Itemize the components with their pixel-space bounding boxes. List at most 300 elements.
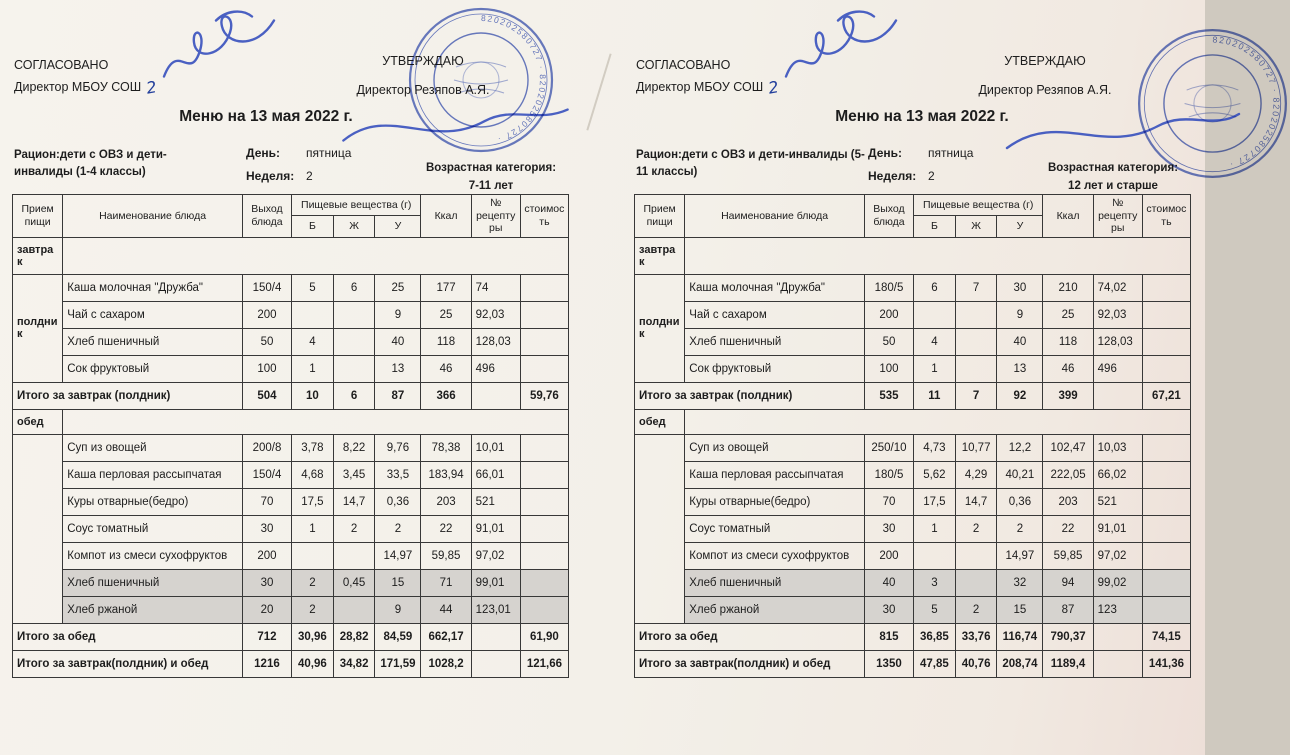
dish-protein-cell: 5 bbox=[292, 274, 334, 301]
dish-protein-cell: 4 bbox=[292, 328, 334, 355]
total-output-cell: 535 bbox=[864, 382, 913, 409]
dish-carb-cell: 2 bbox=[997, 515, 1043, 542]
total-protein-cell: 10 bbox=[292, 382, 334, 409]
approved-signatory: Директор Резяпов А.Я. bbox=[978, 83, 1112, 97]
dish-output-cell: 70 bbox=[864, 488, 913, 515]
agreed-signatory: Директор МБОУ СОШ bbox=[14, 80, 142, 95]
dish-fat-cell bbox=[955, 569, 997, 596]
total-protein-cell: 40,96 bbox=[292, 650, 334, 677]
dish-row bbox=[635, 542, 1191, 569]
dish-name-cell: Каша молочная "Дружба" bbox=[63, 274, 243, 301]
dish-kcal-cell: 59,85 bbox=[421, 542, 471, 569]
col-header-cost: стоимость bbox=[520, 195, 568, 238]
dish-name-cell: Чай с сахаром bbox=[685, 301, 865, 328]
dish-cost-cell bbox=[1142, 434, 1190, 461]
dish-recipe-cell: 496 bbox=[471, 355, 520, 382]
dish-protein-cell: 4,73 bbox=[914, 434, 956, 461]
dish-protein-cell bbox=[292, 301, 334, 328]
dish-output-cell: 50 bbox=[242, 328, 291, 355]
dish-carb-cell: 13 bbox=[375, 355, 421, 382]
total-row bbox=[13, 382, 569, 409]
meal-label: завтрак bbox=[635, 237, 685, 274]
dish-name-cell: Суп из овощей bbox=[63, 434, 243, 461]
total-carb-cell: 92 bbox=[997, 382, 1043, 409]
dish-carb-cell: 9 bbox=[375, 301, 421, 328]
dish-name-cell: Соус томатный bbox=[685, 515, 865, 542]
dish-row bbox=[13, 328, 569, 355]
approved-signatory: Директор Резяпов А.Я. bbox=[356, 83, 490, 97]
total-row bbox=[13, 650, 569, 677]
dish-recipe-cell: 97,02 bbox=[471, 542, 520, 569]
total-row bbox=[635, 382, 1191, 409]
dish-recipe-cell: 97,02 bbox=[1093, 542, 1142, 569]
dish-carb-cell: 15 bbox=[375, 569, 421, 596]
dish-kcal-cell: 87 bbox=[1043, 596, 1093, 623]
dish-row bbox=[635, 301, 1191, 328]
dish-output-cell: 180/5 bbox=[864, 274, 913, 301]
total-recipe-cell bbox=[1093, 650, 1142, 677]
dish-kcal-cell: 71 bbox=[421, 569, 471, 596]
week-value: 2 bbox=[928, 169, 935, 183]
dish-carb-cell: 14,97 bbox=[997, 542, 1043, 569]
dish-output-cell: 30 bbox=[242, 515, 291, 542]
total-label-cell: Итого за завтрак(полдник) и обед bbox=[13, 650, 243, 677]
menu-title: Меню на 13 мая 2022 г. bbox=[179, 108, 353, 125]
dish-output-cell: 70 bbox=[242, 488, 291, 515]
total-label-cell: Итого за обед bbox=[13, 623, 243, 650]
dish-name-cell: Чай с сахаром bbox=[63, 301, 243, 328]
dish-row bbox=[635, 488, 1191, 515]
dish-name-cell: Хлеб ржаной bbox=[63, 596, 243, 623]
dish-fat-cell bbox=[333, 328, 375, 355]
total-fat-cell: 28,82 bbox=[333, 623, 375, 650]
dish-cost-cell bbox=[1142, 328, 1190, 355]
dish-carb-cell: 0,36 bbox=[997, 488, 1043, 515]
ration-text: Рацион:дети с ОВЗ и дети-инвалиды (5-11 классы) bbox=[636, 149, 865, 179]
dish-output-cell: 30 bbox=[864, 515, 913, 542]
dish-row bbox=[635, 461, 1191, 488]
dish-kcal-cell: 210 bbox=[1043, 274, 1093, 301]
dish-output-cell: 20 bbox=[242, 596, 291, 623]
dish-fat-cell bbox=[333, 355, 375, 382]
dish-cost-cell bbox=[1142, 274, 1190, 301]
total-carb-cell: 84,59 bbox=[375, 623, 421, 650]
menu-table-body bbox=[13, 237, 569, 677]
age-category-block bbox=[406, 160, 576, 196]
col-header-carb: У bbox=[375, 216, 421, 237]
total-cost-cell: 59,76 bbox=[520, 382, 568, 409]
meal-label: полдник bbox=[13, 274, 63, 382]
dish-protein-cell: 5,62 bbox=[914, 461, 956, 488]
dish-carb-cell: 40 bbox=[375, 328, 421, 355]
dish-cost-cell bbox=[520, 515, 568, 542]
dish-fat-cell: 6 bbox=[333, 274, 375, 301]
meal-label: обед bbox=[635, 409, 685, 434]
total-output-cell: 1350 bbox=[864, 650, 913, 677]
age-category-block bbox=[1028, 160, 1198, 196]
dish-cost-cell bbox=[1142, 461, 1190, 488]
col-header-name: Наименование блюда bbox=[63, 195, 243, 238]
dish-output-cell: 200 bbox=[864, 301, 913, 328]
agreed-signatory-line bbox=[14, 74, 159, 98]
dish-output-cell: 200 bbox=[242, 301, 291, 328]
dish-output-cell: 100 bbox=[242, 355, 291, 382]
dish-protein-cell: 1 bbox=[914, 515, 956, 542]
day-value: пятница bbox=[928, 146, 974, 160]
round-stamp-icon bbox=[1135, 26, 1290, 181]
agreed-signatory-line bbox=[636, 74, 781, 98]
dish-fat-cell bbox=[955, 301, 997, 328]
svg-text:820202580727 · 820202580727 · bbox=[1212, 34, 1281, 170]
col-header-kcal: Ккал bbox=[1043, 195, 1093, 238]
dish-carb-cell: 33,5 bbox=[375, 461, 421, 488]
total-output-cell: 1216 bbox=[242, 650, 291, 677]
meal-label bbox=[13, 434, 63, 623]
dish-name-cell: Суп из овощей bbox=[685, 434, 865, 461]
dish-recipe-cell: 74,02 bbox=[1093, 274, 1142, 301]
dish-kcal-cell: 78,38 bbox=[421, 434, 471, 461]
dish-kcal-cell: 203 bbox=[421, 488, 471, 515]
signature-stroke-icon bbox=[338, 98, 573, 156]
total-protein-cell: 36,85 bbox=[914, 623, 956, 650]
dish-carb-cell: 13 bbox=[997, 355, 1043, 382]
stamp-number-text: 820202580727 · 820202580727 · bbox=[1212, 34, 1282, 171]
dish-fat-cell bbox=[955, 542, 997, 569]
menu-table bbox=[634, 194, 1191, 678]
col-header-meal: Прием пищи bbox=[13, 195, 63, 238]
dish-recipe-cell: 92,03 bbox=[1093, 301, 1142, 328]
agreed-block bbox=[14, 56, 159, 98]
total-recipe-cell bbox=[471, 650, 520, 677]
agreed-label: СОГЛАСОВАНО bbox=[14, 58, 109, 72]
total-cost-cell: 141,36 bbox=[1142, 650, 1190, 677]
dish-cost-cell bbox=[520, 569, 568, 596]
dish-carb-cell: 40 bbox=[997, 328, 1043, 355]
dish-name-cell: Каша перловая рассыпчатая bbox=[685, 461, 865, 488]
col-header-fat: Ж bbox=[955, 216, 997, 237]
dish-kcal-cell: 22 bbox=[421, 515, 471, 542]
dish-name-cell: Сок фруктовый bbox=[685, 355, 865, 382]
dish-fat-cell: 4,29 bbox=[955, 461, 997, 488]
stamp-number-text: 820202580727 · 820202580727 · bbox=[480, 12, 549, 145]
dish-carb-cell: 30 bbox=[997, 274, 1043, 301]
empty-cell bbox=[63, 237, 569, 274]
menu-document-right bbox=[630, 0, 1282, 755]
dish-carb-cell: 9 bbox=[997, 301, 1043, 328]
week-label: Неделя: bbox=[246, 169, 295, 183]
dish-output-cell: 50 bbox=[864, 328, 913, 355]
signature-icon bbox=[778, 4, 918, 104]
dish-name-cell: Куры отварные(бедро) bbox=[63, 488, 243, 515]
dish-row bbox=[635, 515, 1191, 542]
total-recipe-cell bbox=[471, 623, 520, 650]
total-cost-cell: 61,90 bbox=[520, 623, 568, 650]
dish-cost-cell bbox=[520, 488, 568, 515]
dish-row bbox=[635, 434, 1191, 461]
dish-kcal-cell: 44 bbox=[421, 596, 471, 623]
total-label-cell: Итого за завтрак(полдник) и обед bbox=[635, 650, 865, 677]
dish-carb-cell: 32 bbox=[997, 569, 1043, 596]
dish-recipe-cell: 521 bbox=[1093, 488, 1142, 515]
dish-row bbox=[13, 461, 569, 488]
dish-recipe-cell: 128,03 bbox=[1093, 328, 1142, 355]
dish-protein-cell: 2 bbox=[292, 596, 334, 623]
page-fold-line bbox=[586, 53, 611, 130]
col-header-output: Выход блюда bbox=[864, 195, 913, 238]
col-header-recipe: № рецептуры bbox=[471, 195, 520, 238]
dish-kcal-cell: 102,47 bbox=[1043, 434, 1093, 461]
total-protein-cell: 11 bbox=[914, 382, 956, 409]
dish-name-cell: Хлеб пшеничный bbox=[63, 569, 243, 596]
col-header-recipe: № рецептуры bbox=[1093, 195, 1142, 238]
dish-protein-cell: 17,5 bbox=[292, 488, 334, 515]
meal-label: завтрак bbox=[13, 237, 63, 274]
dish-kcal-cell: 118 bbox=[1043, 328, 1093, 355]
total-fat-cell: 33,76 bbox=[955, 623, 997, 650]
dish-output-cell: 200 bbox=[242, 542, 291, 569]
col-header-carb: У bbox=[997, 216, 1043, 237]
total-cost-cell: 67,21 bbox=[1142, 382, 1190, 409]
total-label-cell: Итого за завтрак (полдник) bbox=[635, 382, 865, 409]
dish-output-cell: 100 bbox=[864, 355, 913, 382]
dish-protein-cell: 4 bbox=[914, 328, 956, 355]
dish-fat-cell: 10,77 bbox=[955, 434, 997, 461]
dish-protein-cell bbox=[914, 301, 956, 328]
day-value: пятница bbox=[306, 146, 352, 160]
dish-protein-cell: 1 bbox=[292, 355, 334, 382]
dish-output-cell: 200 bbox=[864, 542, 913, 569]
approved-block bbox=[348, 54, 498, 97]
age-category-value: 12 лет и старше bbox=[1068, 179, 1158, 192]
col-header-protein: Б bbox=[914, 216, 956, 237]
dish-kcal-cell: 46 bbox=[421, 355, 471, 382]
dish-recipe-cell: 123 bbox=[1093, 596, 1142, 623]
dish-row bbox=[13, 596, 569, 623]
dish-recipe-cell: 128,03 bbox=[471, 328, 520, 355]
dish-fat-cell: 7 bbox=[955, 274, 997, 301]
dish-cost-cell bbox=[1142, 515, 1190, 542]
col-header-nutrients: Пищевые вещества (г) bbox=[292, 195, 421, 216]
ration-text: Рацион:дети с ОВЗ и дети-инвалиды (1-4 классы) bbox=[14, 149, 167, 179]
dish-cost-cell bbox=[1142, 542, 1190, 569]
total-label-cell: Итого за завтрак (полдник) bbox=[13, 382, 243, 409]
dish-recipe-cell: 99,02 bbox=[1093, 569, 1142, 596]
dish-kcal-cell: 59,85 bbox=[1043, 542, 1093, 569]
total-fat-cell: 40,76 bbox=[955, 650, 997, 677]
dish-row bbox=[13, 515, 569, 542]
week-label: Неделя: bbox=[868, 169, 917, 183]
dish-row bbox=[13, 569, 569, 596]
dish-protein-cell: 17,5 bbox=[914, 488, 956, 515]
dish-fat-cell: 2 bbox=[955, 596, 997, 623]
dish-name-cell: Сок фруктовый bbox=[63, 355, 243, 382]
dish-row bbox=[13, 274, 569, 301]
dish-kcal-cell: 25 bbox=[421, 301, 471, 328]
total-output-cell: 712 bbox=[242, 623, 291, 650]
total-row bbox=[13, 623, 569, 650]
total-cost-cell: 74,15 bbox=[1142, 623, 1190, 650]
dish-kcal-cell: 94 bbox=[1043, 569, 1093, 596]
total-kcal-cell: 662,17 bbox=[421, 623, 471, 650]
dish-recipe-cell: 91,01 bbox=[471, 515, 520, 542]
dish-name-cell: Хлеб ржаной bbox=[685, 596, 865, 623]
total-kcal-cell: 790,37 bbox=[1043, 623, 1093, 650]
dish-name-cell: Хлеб пшеничный bbox=[63, 328, 243, 355]
dish-cost-cell bbox=[1142, 488, 1190, 515]
dish-fat-cell: 14,7 bbox=[955, 488, 997, 515]
dish-protein-cell: 1 bbox=[292, 515, 334, 542]
total-kcal-cell: 1028,2 bbox=[421, 650, 471, 677]
meal-section-row bbox=[13, 409, 569, 434]
dish-output-cell: 180/5 bbox=[864, 461, 913, 488]
dish-fat-cell bbox=[333, 542, 375, 569]
col-header-name: Наименование блюда bbox=[685, 195, 865, 238]
dish-protein-cell: 3 bbox=[914, 569, 956, 596]
age-category-label: Возрастная категория: bbox=[1047, 162, 1179, 174]
dish-carb-cell: 0,36 bbox=[375, 488, 421, 515]
meal-label bbox=[635, 434, 685, 623]
dish-cost-cell bbox=[520, 434, 568, 461]
col-header-kcal: Ккал bbox=[421, 195, 471, 238]
total-fat-cell: 34,82 bbox=[333, 650, 375, 677]
col-header-fat: Ж bbox=[333, 216, 375, 237]
total-fat-cell: 6 bbox=[333, 382, 375, 409]
total-carb-cell: 208,74 bbox=[997, 650, 1043, 677]
meal-section-row bbox=[635, 237, 1191, 274]
dish-row bbox=[635, 596, 1191, 623]
total-protein-cell: 30,96 bbox=[292, 623, 334, 650]
dish-row bbox=[635, 274, 1191, 301]
meal-label: обед bbox=[13, 409, 63, 434]
empty-cell bbox=[63, 409, 569, 434]
dish-protein-cell: 4,68 bbox=[292, 461, 334, 488]
day-label: День: bbox=[246, 146, 280, 160]
approved-block bbox=[970, 54, 1120, 97]
dish-recipe-cell: 10,01 bbox=[471, 434, 520, 461]
dish-recipe-cell: 74 bbox=[471, 274, 520, 301]
dish-output-cell: 200/8 bbox=[242, 434, 291, 461]
total-carb-cell: 87 bbox=[375, 382, 421, 409]
dish-name-cell: Каша перловая рассыпчатая bbox=[63, 461, 243, 488]
dish-fat-cell: 3,45 bbox=[333, 461, 375, 488]
dish-carb-cell: 15 bbox=[997, 596, 1043, 623]
dish-recipe-cell: 521 bbox=[471, 488, 520, 515]
dish-cost-cell bbox=[520, 274, 568, 301]
dish-recipe-cell: 66,01 bbox=[471, 461, 520, 488]
dish-fat-cell: 8,22 bbox=[333, 434, 375, 461]
dish-kcal-cell: 222,05 bbox=[1043, 461, 1093, 488]
meal-section-row bbox=[13, 237, 569, 274]
dish-protein-cell: 3,78 bbox=[292, 434, 334, 461]
col-header-protein: Б bbox=[292, 216, 334, 237]
dish-cost-cell bbox=[1142, 355, 1190, 382]
dish-fat-cell: 2 bbox=[333, 515, 375, 542]
dish-recipe-cell: 66,02 bbox=[1093, 461, 1142, 488]
handwritten-number: 2 bbox=[766, 77, 781, 98]
dish-cost-cell bbox=[520, 328, 568, 355]
dish-carb-cell: 14,97 bbox=[375, 542, 421, 569]
dish-kcal-cell: 118 bbox=[421, 328, 471, 355]
agreed-label: СОГЛАСОВАНО bbox=[636, 58, 731, 72]
meal-section-row bbox=[635, 409, 1191, 434]
dish-name-cell: Куры отварные(бедро) bbox=[685, 488, 865, 515]
total-protein-cell: 47,85 bbox=[914, 650, 956, 677]
dish-name-cell: Компот из смеси сухофруктов bbox=[63, 542, 243, 569]
dish-row bbox=[13, 542, 569, 569]
dish-cost-cell bbox=[520, 461, 568, 488]
dish-protein-cell: 6 bbox=[914, 274, 956, 301]
dish-protein-cell: 2 bbox=[292, 569, 334, 596]
dish-fat-cell bbox=[955, 355, 997, 382]
dish-cost-cell bbox=[520, 542, 568, 569]
signature-icon bbox=[156, 4, 296, 104]
dish-name-cell: Соус томатный bbox=[63, 515, 243, 542]
day-week-block bbox=[246, 146, 351, 192]
dish-recipe-cell: 91,01 bbox=[1093, 515, 1142, 542]
dish-cost-cell bbox=[520, 355, 568, 382]
menu-table-body bbox=[635, 237, 1191, 677]
dish-protein-cell bbox=[914, 542, 956, 569]
dish-recipe-cell: 99,01 bbox=[471, 569, 520, 596]
total-output-cell: 815 bbox=[864, 623, 913, 650]
agreed-block bbox=[636, 56, 781, 98]
dish-row bbox=[13, 488, 569, 515]
dish-kcal-cell: 46 bbox=[1043, 355, 1093, 382]
day-label: День: bbox=[868, 146, 902, 160]
dish-row bbox=[13, 355, 569, 382]
dish-protein-cell: 1 bbox=[914, 355, 956, 382]
empty-cell bbox=[685, 409, 1191, 434]
dish-fat-cell: 2 bbox=[955, 515, 997, 542]
dish-row bbox=[13, 301, 569, 328]
dish-output-cell: 150/4 bbox=[242, 461, 291, 488]
total-recipe-cell bbox=[1093, 623, 1142, 650]
dish-row bbox=[635, 569, 1191, 596]
week-value: 2 bbox=[306, 169, 313, 183]
dish-name-cell: Хлеб пшеничный bbox=[685, 569, 865, 596]
dish-fat-cell bbox=[955, 328, 997, 355]
dish-row bbox=[13, 434, 569, 461]
dish-fat-cell bbox=[333, 301, 375, 328]
approved-label: УТВЕРЖДАЮ bbox=[382, 54, 464, 68]
dish-output-cell: 250/10 bbox=[864, 434, 913, 461]
total-kcal-cell: 1189,4 bbox=[1043, 650, 1093, 677]
dish-protein-cell bbox=[292, 542, 334, 569]
total-recipe-cell bbox=[471, 382, 520, 409]
dish-output-cell: 150/4 bbox=[242, 274, 291, 301]
day-week-block bbox=[868, 146, 973, 192]
dish-carb-cell: 2 bbox=[375, 515, 421, 542]
dish-kcal-cell: 22 bbox=[1043, 515, 1093, 542]
menu-table bbox=[12, 194, 569, 678]
dish-recipe-cell: 10,03 bbox=[1093, 434, 1142, 461]
dish-output-cell: 30 bbox=[242, 569, 291, 596]
agreed-signatory: Директор МБОУ СОШ bbox=[636, 80, 764, 95]
total-recipe-cell bbox=[1093, 382, 1142, 409]
dish-output-cell: 40 bbox=[864, 569, 913, 596]
total-kcal-cell: 399 bbox=[1043, 382, 1093, 409]
dish-cost-cell bbox=[1142, 301, 1190, 328]
dish-recipe-cell: 496 bbox=[1093, 355, 1142, 382]
total-row bbox=[635, 650, 1191, 677]
dish-carb-cell: 40,21 bbox=[997, 461, 1043, 488]
total-row bbox=[635, 623, 1191, 650]
dish-recipe-cell: 92,03 bbox=[471, 301, 520, 328]
col-header-meal: Прием пищи bbox=[635, 195, 685, 238]
meal-label: полдник bbox=[635, 274, 685, 382]
handwritten-number: 2 bbox=[144, 77, 159, 98]
dish-fat-cell bbox=[333, 596, 375, 623]
